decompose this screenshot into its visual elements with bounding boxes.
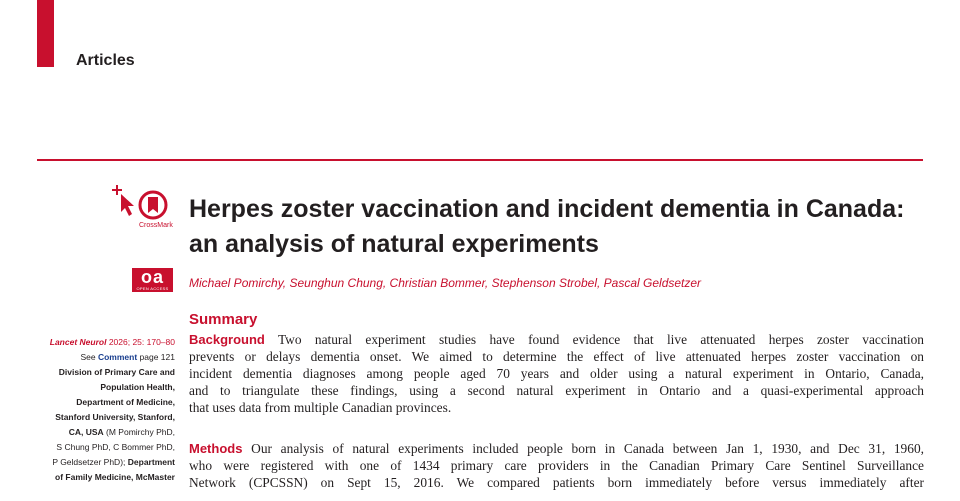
- section-label: Articles: [76, 52, 135, 69]
- background-label: Background: [189, 332, 265, 347]
- citation-journal: Lancet Neurol: [49, 337, 107, 347]
- comment-link[interactable]: Comment: [97, 352, 138, 362]
- methods-label: Methods: [189, 441, 243, 456]
- text-line: Background Two natural experiment studies have found evidence that live attenuated herpes zoster vaccination: [189, 332, 924, 347]
- text-line: Network (CPCSSN) on Sept 15, 2016. We compared patients born immediately before versus immediately after: [189, 475, 924, 490]
- affiliation-line: Division of Primary Care and: [58, 367, 175, 377]
- oa-badge-subtext: OPEN ACCESS: [136, 286, 169, 291]
- title-line: an analysis of natural experiments: [189, 230, 599, 258]
- affiliation-line: Department of Medicine,: [76, 397, 175, 407]
- text-line: incident dementia diagnoses among people aged 70 years and older using a natural experiment in Ontario, Canada,: [189, 366, 924, 381]
- crossmark-label: CrossMark: [139, 222, 173, 229]
- citation: [20, 335, 175, 350]
- text-line: who were registered with one of 1434 primary care providers in the Canadian Primary Care Sentinel Surveillance: [189, 458, 924, 473]
- text-line: Methods Our analysis of natural experiments included people born in Canada between Jan 1, 1930, and Dec 31, 1960,: [189, 441, 924, 456]
- affiliation-line: of Family Medicine, McMaster: [55, 472, 175, 482]
- background-paragraph: [189, 331, 924, 416]
- affiliation-line: P Geldsetzer PhD); Department: [52, 457, 175, 467]
- see-suffix: page 121: [137, 352, 175, 362]
- author-list: Michael Pomirchy, Seunghun Chung, Christian Bommer, Stephenson Strobel, Pascal Geldsetzer: [189, 276, 702, 290]
- text-line: that uses data from multiple Canadian provinces.: [189, 400, 452, 415]
- header-rule: [37, 159, 923, 161]
- affiliation-line: Population Health,: [100, 382, 175, 392]
- summary-heading: Summary: [189, 311, 258, 328]
- oa-badge-text: oa: [140, 267, 164, 287]
- methods-paragraph: [189, 440, 924, 491]
- article-title: [189, 192, 929, 262]
- text-line: prevents or delays dementia onset. We aimed to determine the effect of live attenuated herpes zoster vaccination on: [189, 349, 924, 364]
- see-prefix: See: [80, 352, 98, 362]
- citation-details: 2026; 25: 170–80: [106, 337, 175, 347]
- article-sidebar: [20, 335, 175, 485]
- journal-tab-marker: [37, 0, 54, 67]
- see-comment: [20, 350, 175, 365]
- open-access-badge: [132, 268, 173, 292]
- title-line: Herpes zoster vaccination and incident dementia in Canada:: [189, 195, 905, 223]
- affiliation-line: Stanford University, Stanford,: [55, 412, 175, 422]
- affiliation-line: CA, USA (M Pomirchy PhD,: [68, 427, 175, 437]
- text-line: and to triangulate these findings, using a second natural experiment in Ontario and a quasi-experimental approach: [189, 383, 924, 398]
- affiliation-line: S Chung PhD, C Bommer PhD,: [56, 442, 175, 452]
